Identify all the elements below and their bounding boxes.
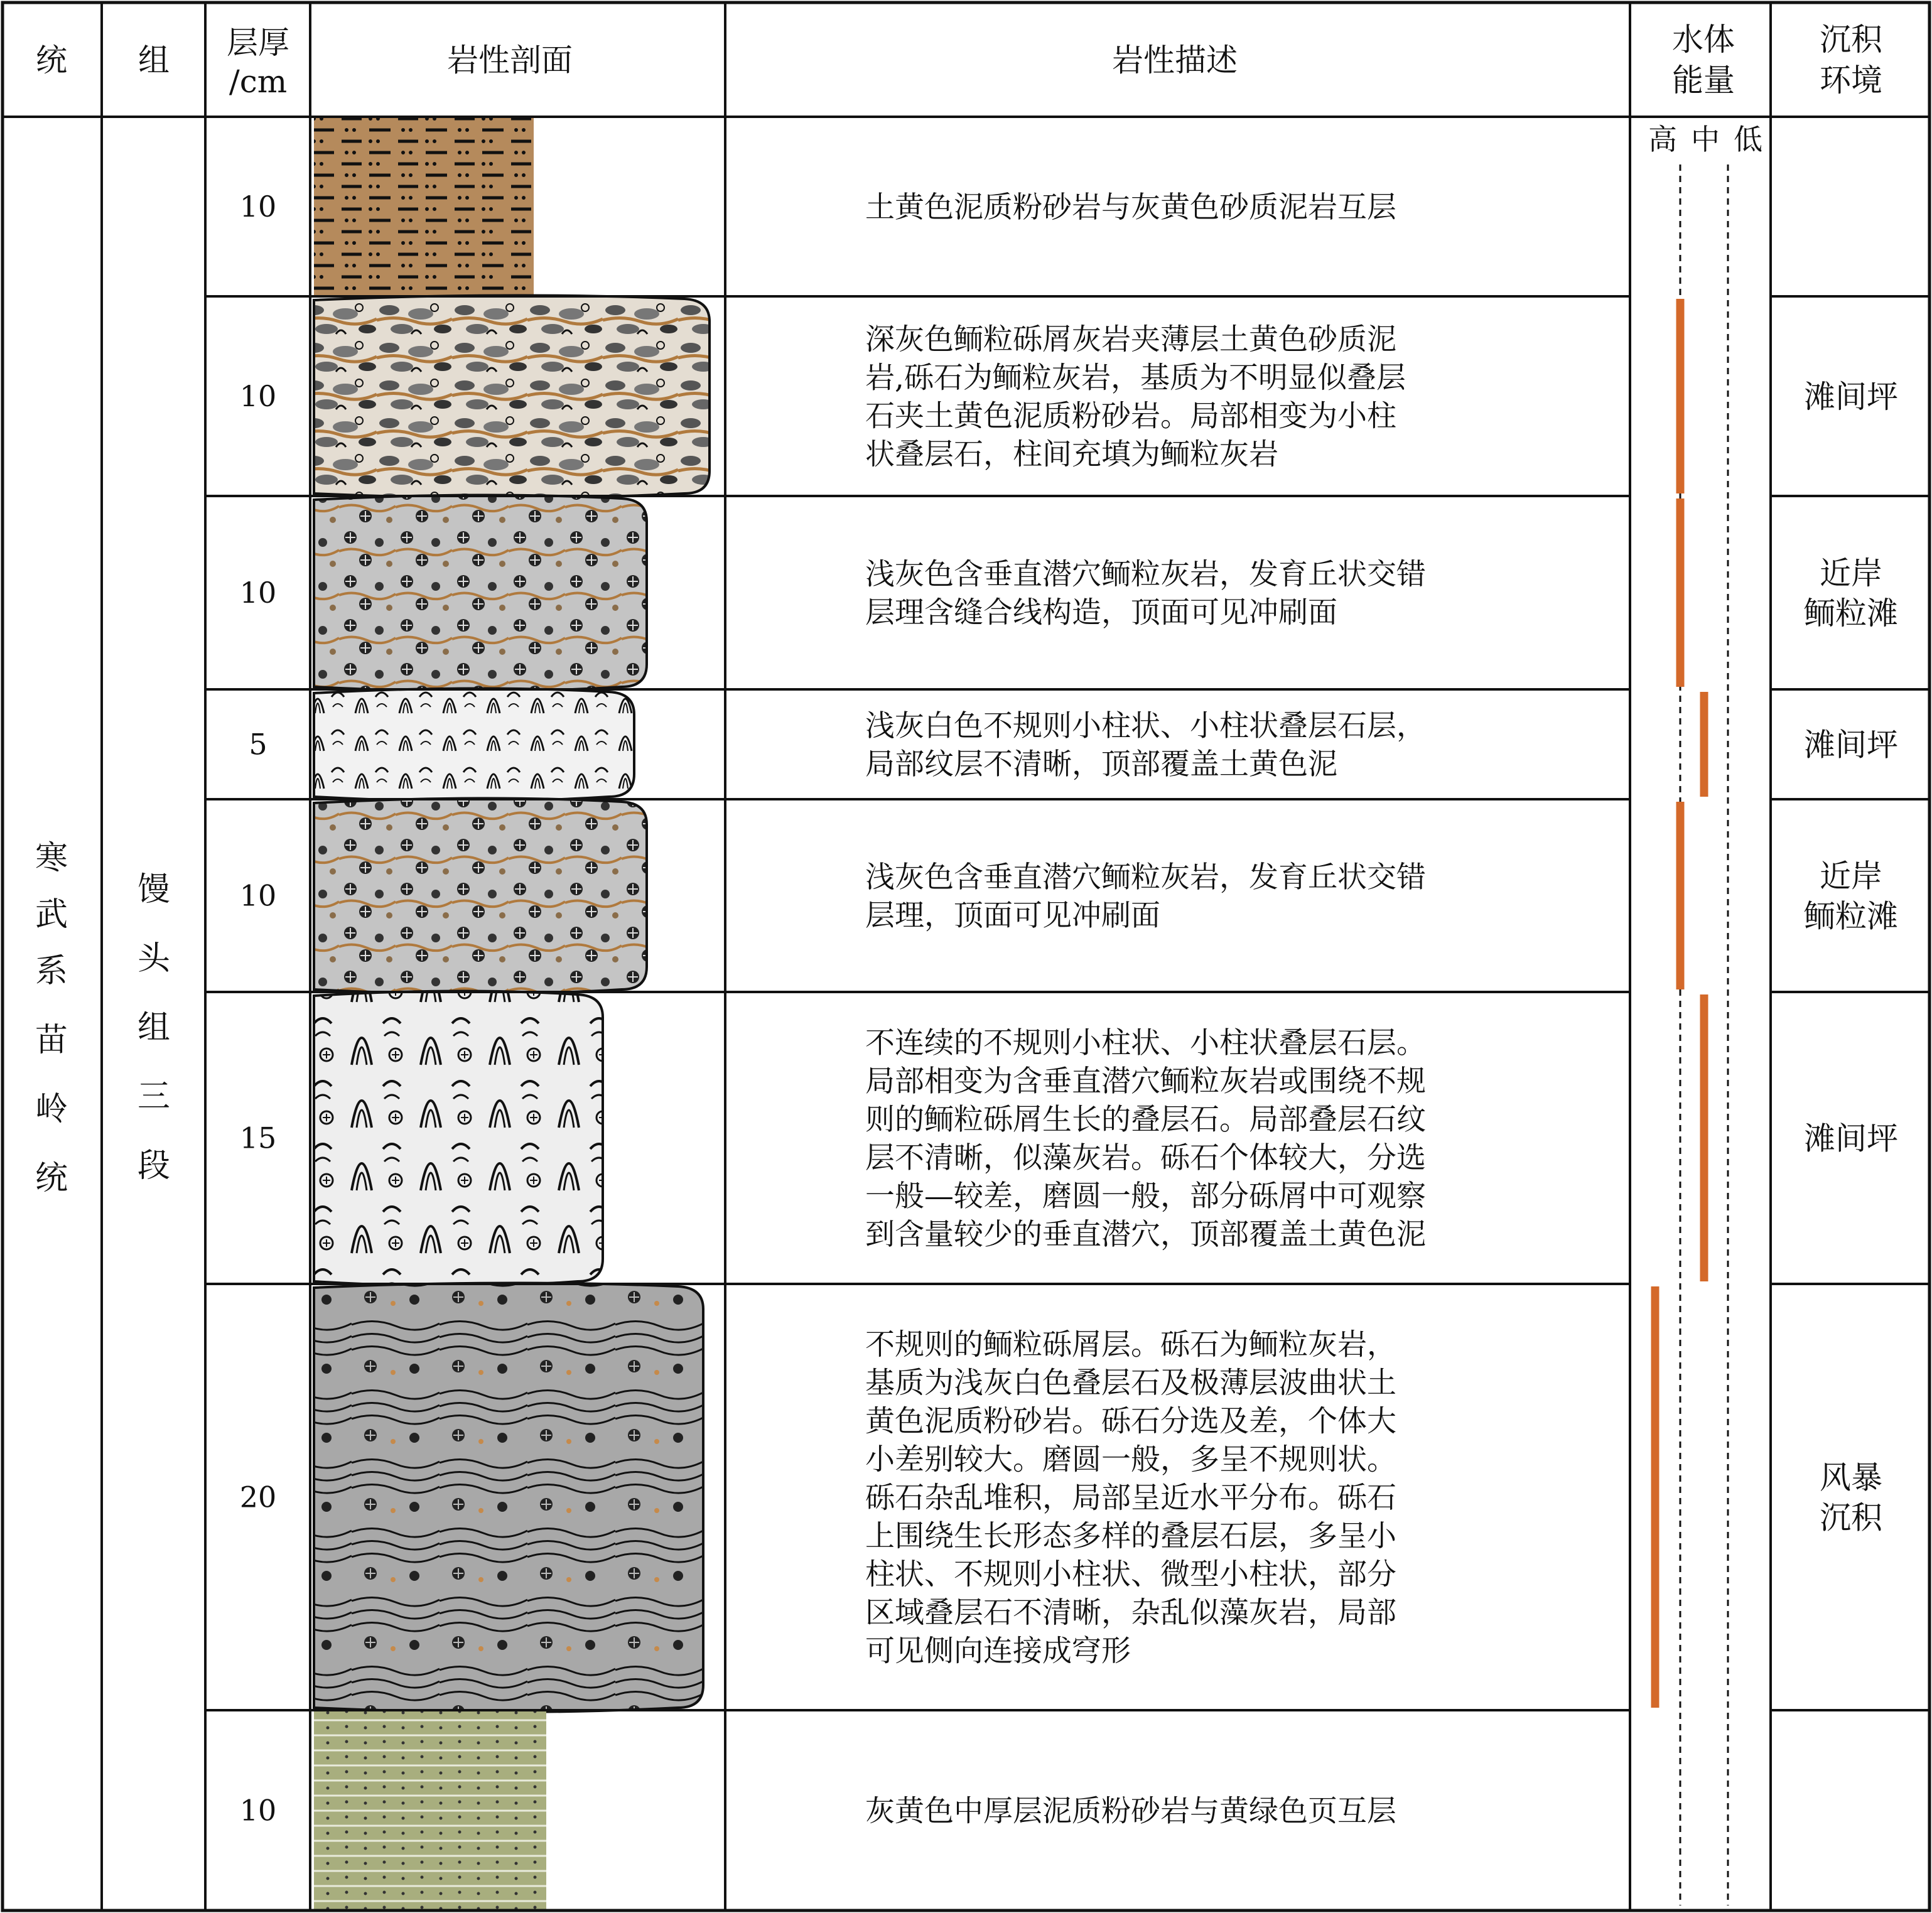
energy-scale-high: 高 — [1648, 122, 1677, 156]
lithology-block-oolitic-limestone — [314, 495, 647, 691]
layer-environment: 滩间坪 — [1804, 379, 1898, 415]
layer-description-line: 深灰色鲕粒砾屑灰岩夹薄层土黄色砂质泥 — [865, 322, 1396, 357]
layer-description-line: 砾石杂乱堆积，局部呈近水平分布。砾石 — [865, 1480, 1396, 1516]
layer-thickness: 10 — [239, 190, 277, 224]
layer-description-line: 局部纹层不清晰，顶部覆盖土黄色泥 — [865, 747, 1337, 782]
layer-description-line: 岩,砾石为鲕粒灰岩，基质为不明显似叠层 — [865, 360, 1406, 396]
layer-thickness: 5 — [249, 727, 267, 762]
layer-rows — [240, 117, 1898, 1910]
layer-description-line: 状叠层石，柱间充填为鲕粒灰岩 — [865, 437, 1278, 472]
header-series: 统 — [36, 42, 67, 78]
layer-environment: 近岸 — [1820, 858, 1882, 895]
layer-description-line: 上围绕生长形态多样的叠层石层，多呈小 — [865, 1519, 1396, 1554]
lithology-block-stromatolite — [314, 688, 634, 801]
series-name-char: 岭 — [35, 1091, 68, 1128]
layer-description-line: 柱状、不规则小柱状、微型小柱状，部分 — [865, 1557, 1396, 1592]
formation-name-char: 三 — [137, 1078, 171, 1116]
layer-thickness: 10 — [239, 1793, 277, 1828]
series-name-char: 系 — [35, 952, 68, 990]
layer-description-line: 基质为浅灰白色叠层石及极薄层波曲状土 — [865, 1366, 1396, 1401]
series-name-char: 苗 — [35, 1021, 68, 1059]
header-environment-line1: 沉积 — [1820, 21, 1882, 58]
layer-description-line: 层理含缝合线构造，顶面可见冲刷面 — [865, 595, 1337, 630]
header-profile: 岩性剖面 — [447, 42, 573, 78]
formation-name-char: 馒 — [137, 871, 171, 908]
formation-name-char: 段 — [137, 1147, 171, 1185]
layer-thickness: 10 — [239, 878, 277, 913]
layer-description-line: 小差别较大。磨圆一般，多呈不规则状。 — [865, 1442, 1396, 1477]
layer-description-line: 不连续的不规则小柱状、小柱状叠层石层。 — [865, 1026, 1426, 1060]
series-name — [35, 839, 68, 1197]
series-name-char: 统 — [35, 1160, 68, 1197]
layer-description-line: 一般—较差，磨圆一般，部分砾屑中可观察 — [865, 1179, 1426, 1214]
energy-scale-medium: 中 — [1691, 122, 1720, 156]
formation-name — [138, 871, 171, 1185]
layer-description-line: 灰黄色中厚层泥质粉砂岩与黄绿色页互层 — [865, 1794, 1396, 1829]
layer-environment: 滩间坪 — [1804, 1120, 1898, 1157]
series-name-char: 寒 — [35, 839, 68, 877]
header-thickness-line1: 层厚 — [227, 24, 289, 61]
layer-environment: 近岸 — [1820, 555, 1882, 591]
header-formation: 组 — [138, 42, 170, 78]
lithology-block-siltstone-shale — [314, 1710, 546, 1910]
layer-description-line: 石夹土黄色泥质粉砂岩。局部相变为小柱 — [865, 399, 1396, 434]
layer-environment: 鲕粒滩 — [1804, 898, 1898, 935]
lithology-block-silty-mudstone — [314, 117, 534, 296]
lithology-block-oolitic-gravel-limestone — [314, 295, 710, 498]
layer-description-line: 浅灰白色不规则小柱状、小柱状叠层石层， — [865, 709, 1426, 743]
layer-description-line: 区域叠层石不清晰，杂乱似藻灰岩，局部 — [865, 1595, 1396, 1630]
header-thickness-line2: /cm — [229, 63, 288, 100]
lithology-block-storm-breccia — [314, 1283, 703, 1712]
layer-description-line: 到含量较少的垂直潜穴，顶部覆盖土黄色泥 — [865, 1217, 1426, 1252]
layer-description-line: 黄色泥质粉砂岩。砾石分选及差，个体大 — [865, 1404, 1396, 1439]
header-energy-line2: 能量 — [1672, 62, 1735, 99]
layer-description-line: 局部相变为含垂直潜穴鲕粒灰岩或围绕不规 — [865, 1064, 1426, 1099]
layer-thickness: 20 — [239, 1480, 277, 1514]
layer-description-line: 可见侧向连接成穹形 — [865, 1634, 1131, 1669]
layer-environment: 沉积 — [1820, 1499, 1882, 1536]
formation-name-char: 组 — [137, 1009, 171, 1047]
layer-description-line: 层不清晰，似藻灰岩。砾石个体较大，分选 — [865, 1141, 1426, 1175]
layer-description-line: 浅灰色含垂直潜穴鲕粒灰岩，发育丘状交错 — [865, 860, 1426, 895]
header-energy-line1: 水体 — [1672, 21, 1735, 58]
header-environment-line2: 环境 — [1820, 62, 1882, 99]
layer-thickness: 10 — [239, 576, 277, 610]
layer-description-line: 土黄色泥质粉砂岩与灰黄色砂质泥岩互层 — [865, 190, 1396, 225]
layer-environment: 风暴 — [1820, 1459, 1882, 1496]
energy-scale-low: 低 — [1734, 122, 1762, 156]
layer-thickness: 10 — [239, 379, 277, 413]
layer-environment: 滩间坪 — [1804, 726, 1898, 763]
series-name-char: 武 — [35, 896, 68, 934]
layer-environment: 鲕粒滩 — [1804, 595, 1898, 632]
header-description: 岩性描述 — [1112, 42, 1238, 78]
formation-name-char: 头 — [137, 940, 171, 978]
lithology-block-stromatolite-columnar — [314, 991, 603, 1286]
lithology-block-oolitic-limestone — [314, 798, 647, 994]
layer-description-line: 则的鲕粒砾屑生长的叠层石。局部叠层石纹 — [865, 1102, 1426, 1137]
layer-description-line: 层理，顶面可见冲刷面 — [865, 898, 1160, 933]
layer-description-line: 浅灰色含垂直潜穴鲕粒灰岩，发育丘状交错 — [865, 557, 1426, 592]
layer-thickness: 15 — [239, 1121, 277, 1155]
layer-description-line: 不规则的鲕粒砾屑层。砾石为鲕粒灰岩， — [865, 1327, 1396, 1362]
